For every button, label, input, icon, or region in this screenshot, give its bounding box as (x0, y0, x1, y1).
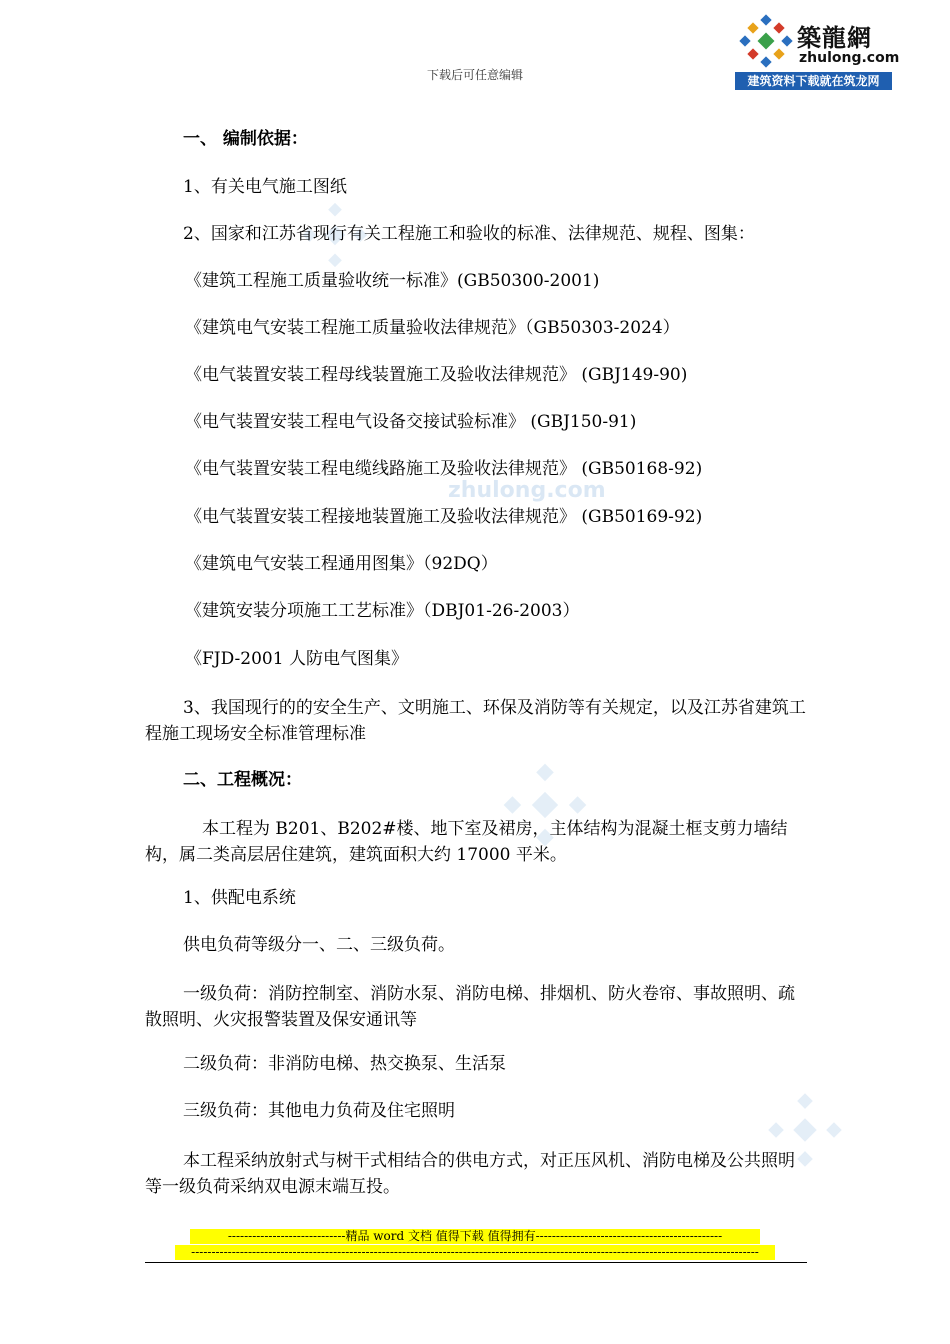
basis-item-3: 3、我国现行的的安全生产、文明施工、环保及消防等有关规定，以及江苏省建筑工程施工现场安全标准管理标准 (145, 698, 806, 744)
footer-banner-line1: -----------------------------精品 word 文档 值得下载 值得拥有---------------------------------------------- (190, 1229, 760, 1244)
subsection-power-supply: 1、供配电系统 (183, 888, 296, 908)
standard-item: 《电气装置安装工程母线装置施工及验收法律规范》 (GBJ149-90) (185, 365, 688, 385)
header-note: 下载后可任意编辑 (426, 68, 523, 82)
standard-item: 《建筑安装分项施工工艺标准》（DBJ01-26-2003） (185, 601, 580, 621)
logo-en-text: zhulong.com (799, 50, 900, 66)
basis-item-2: 2、国家和江苏省现行有关工程施工和验收的标准、法律规范、规程、图集： (183, 224, 755, 244)
section-heading-basis: 一、 编制依据： (183, 129, 308, 149)
footer-banner-line2: -------------------------------------------------------------------------------------------------------------------------------------------- (175, 1245, 775, 1260)
standard-item: 《FJD-2001 人防电气图集》 (185, 649, 408, 669)
overview-paragraph: 本工程为 B201、B202#楼、地下室及裙房，主体结构为混凝土框支剪力墙结构，属二类高层居住建筑，建筑面积大约 17000 平米。 (145, 819, 788, 865)
watermark-text: zhulong.com (448, 478, 606, 503)
zhulong-snowflake-icon (737, 12, 795, 70)
standard-item: 《建筑工程施工质量验收统一标准》(GB50300-2001) (185, 271, 600, 291)
level3-load-text: 三级负荷：其他电力负荷及住宅照明 (183, 1101, 455, 1121)
level2-load-text: 二级负荷：非消防电梯、热交换泵、生活泵 (183, 1054, 506, 1074)
standard-item: 《建筑电气安装工程施工质量验收法律规范》（GB50303-2024） (185, 318, 680, 338)
logo-cn-text: 築龍網 (797, 23, 872, 52)
section-heading-overview: 二、工程概况： (183, 770, 302, 790)
basis-item-1: 1、有关电气施工图纸 (183, 177, 347, 197)
level1-load-paragraph: 一级负荷：消防控制室、消防水泵、消防电梯、排烟机、防火卷帘、事故照明、疏散照明、火灾报警装置及保安通讯等 (145, 984, 795, 1030)
zhulong-logo (735, 10, 900, 90)
standard-item: 《电气装置安装工程电气设备交接试验标准》 (GBJ150-91) (185, 412, 637, 432)
footer-divider (145, 1262, 807, 1263)
standard-item: 《电气装置安装工程电缆线路施工及验收法律规范》 (GB50168-92) (185, 459, 703, 479)
supply-method-paragraph: 本工程采纳放射式与树干式相结合的供电方式，对正压风机、消防电梯及公共照明等一级负荷采纳双电源末端互投。 (145, 1151, 795, 1197)
logo-slogan: 建筑资料下载就在筑龙网 (735, 72, 892, 90)
standard-item: 《建筑电气安装工程通用图集》（92DQ） (185, 554, 498, 574)
load-levels-text: 供电负荷等级分一、二、三级负荷。 (183, 935, 455, 955)
standard-item: 《电气装置安装工程接地装置施工及验收法律规范》 (GB50169-92) (185, 507, 703, 527)
